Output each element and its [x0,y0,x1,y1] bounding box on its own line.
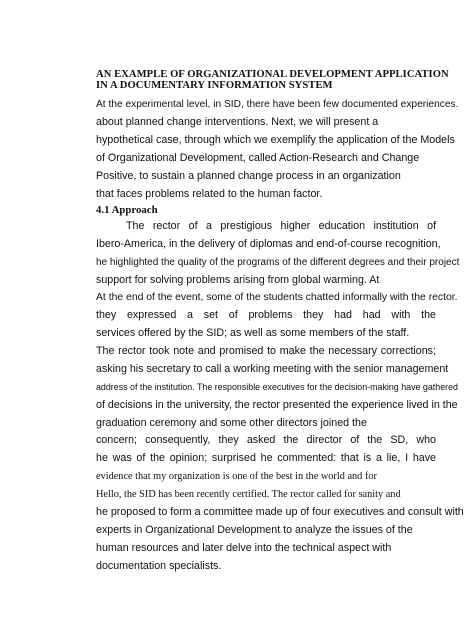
intro-line-5: Positive, to sustain a planned change process in an organization [96,170,401,182]
intro-line-3: hypothetical case, through which we exemplify the application of the Models [96,134,455,146]
body-line-9: asking his secretary to call a working meeting with the senior management [96,363,449,375]
body-line-2: Ibero-America, in the delivery of diplomas and end-of-course recognition, [96,238,441,250]
body-line-16: Hello, the SID has been recently certified. The rector called for sanity and [96,489,401,500]
section-heading: 4.1 Approach [96,204,158,216]
body-line-14: he was of the opinion; surprised he commented: that is a lie, I have [96,452,436,464]
body-line-7: services offered by the SID; as well as some members of the staff. [96,327,410,339]
body-line-3: he highlighted the quality of the programs of the different degrees and their project [96,257,460,268]
body-line-8: The rector took note and promised to make the necessary corrections; [96,345,436,357]
body-line-11: of decisions in the university, the rector presented the experience lived in the [96,399,458,411]
body-line-4: support for solving problems arising from global warming. At [96,274,380,286]
body-line-12: graduation ceremony and some other directors joined the [96,417,367,429]
document-title-line-2: IN A DOCUMENTARY INFORMATION SYSTEM [96,80,333,91]
document-title-line-1: AN EXAMPLE OF ORGANIZATIONAL DEVELOPMENT APPLICATION [96,69,449,80]
body-line-17: he proposed to form a committee made up of four executives and consult with [96,506,464,518]
intro-line-4: of Organizational Development, called Action-Research and Change [96,152,420,164]
body-line-10: address of the institution. The responsible executives for the decision-making have gathered [96,382,458,392]
intro-line-6: that faces problems related to the human factor. [96,188,323,200]
body-line-13: concern; consequently, they asked the director of the SD, who [96,434,436,446]
body-line-15: evidence that my organization is one of the best in the world and for [96,471,377,482]
body-line-19: human resources and later delve into the technical aspect with [96,542,392,554]
body-line-20: documentation specialists. [96,560,222,572]
intro-line-1: At the experimental level, in SID, there have been few documented experiences. [96,99,459,110]
body-line-6: they expressed a set of problems they had had with the [96,309,436,321]
body-line-5: At the end of the event, some of the students chatted informally with the rector. [96,292,458,303]
body-line-18: experts in Organizational Development to analyze the issues of the [96,524,413,536]
intro-line-2: about planned change interventions. Next, we will present a [96,116,379,128]
body-line-1: The rector of a prestigious higher education institution of [126,220,436,232]
